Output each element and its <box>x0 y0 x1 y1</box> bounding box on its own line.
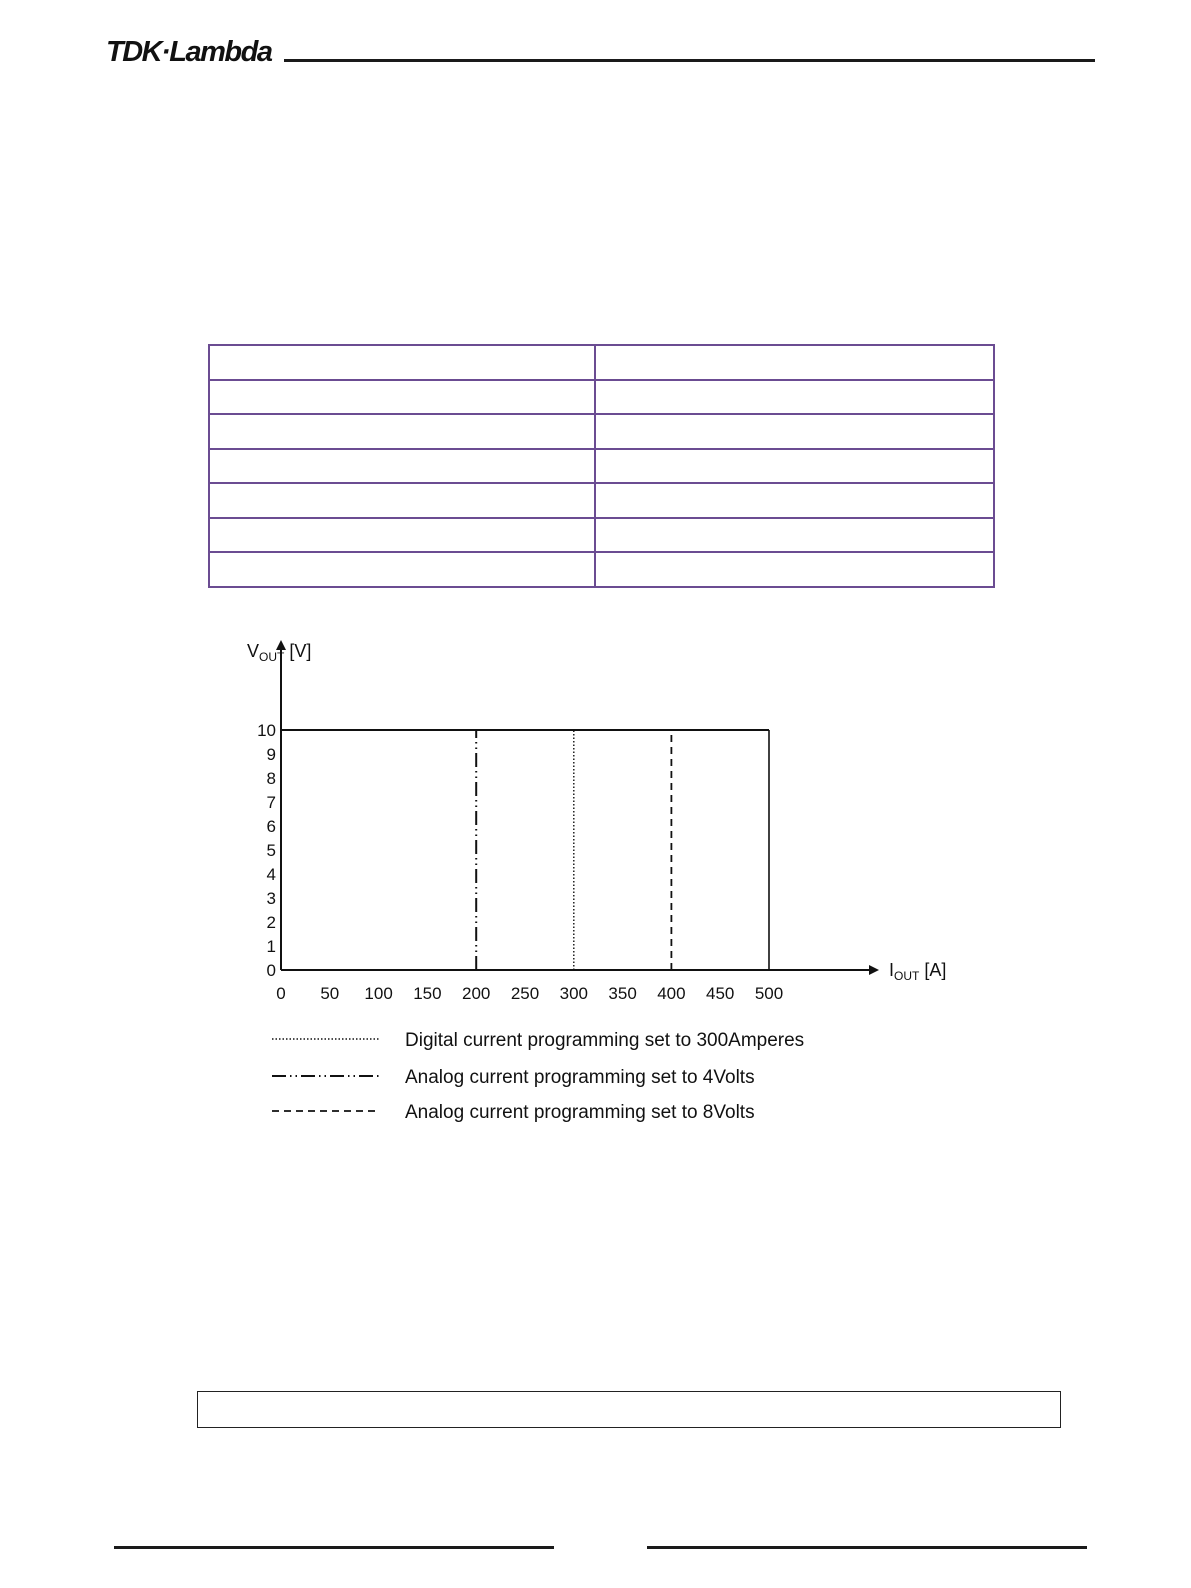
x-tick-label: 450 <box>706 984 735 1003</box>
x-tick-label: 500 <box>754 984 784 1003</box>
y-tick-label: 5 <box>266 841 276 860</box>
y-tick-label: 3 <box>266 889 276 908</box>
x-tick-label: 200 <box>462 984 491 1003</box>
y-tick-label: 7 <box>266 793 276 812</box>
x-tick-label: 250 <box>510 984 540 1003</box>
x-axis-label: $I_{OUT}$ [A] <box>889 960 947 983</box>
y-tick-label: 4 <box>266 865 276 884</box>
y-tick-label: 6 <box>266 817 276 836</box>
y-tick-label: 9 <box>266 745 276 764</box>
y-tick-label: 2 <box>266 913 276 932</box>
x-tick-label: 100 <box>364 984 393 1003</box>
legend-label: Analog current programming set to 8Volts <box>405 1102 755 1123</box>
footer-rule-left <box>114 1546 554 1549</box>
legend-label: Digital current programming set to 300Amperes <box>405 1030 805 1051</box>
y-axis-label: $V_{OUT}$ [V] <box>247 641 312 664</box>
y-tick-label: 0 <box>266 961 276 980</box>
x-tick-label: 0 <box>276 984 286 1003</box>
tdk-lambda-logo: TDK·Lambda <box>106 36 272 68</box>
footer-rule-right <box>647 1546 1087 1549</box>
note-box <box>197 1391 1061 1428</box>
x-tick-label: 400 <box>657 984 686 1003</box>
x-tick-label: 50 <box>320 984 340 1003</box>
y-tick-label: 8 <box>266 769 276 788</box>
legend-label: Analog current programming set to 4Volts <box>405 1067 755 1088</box>
x-tick-label: 300 <box>559 984 588 1003</box>
x-tick-label: 150 <box>413 984 442 1003</box>
x-tick-label: 350 <box>608 984 637 1003</box>
y-tick-label: 1 <box>266 937 276 956</box>
y-tick-label: 10 <box>257 721 276 740</box>
